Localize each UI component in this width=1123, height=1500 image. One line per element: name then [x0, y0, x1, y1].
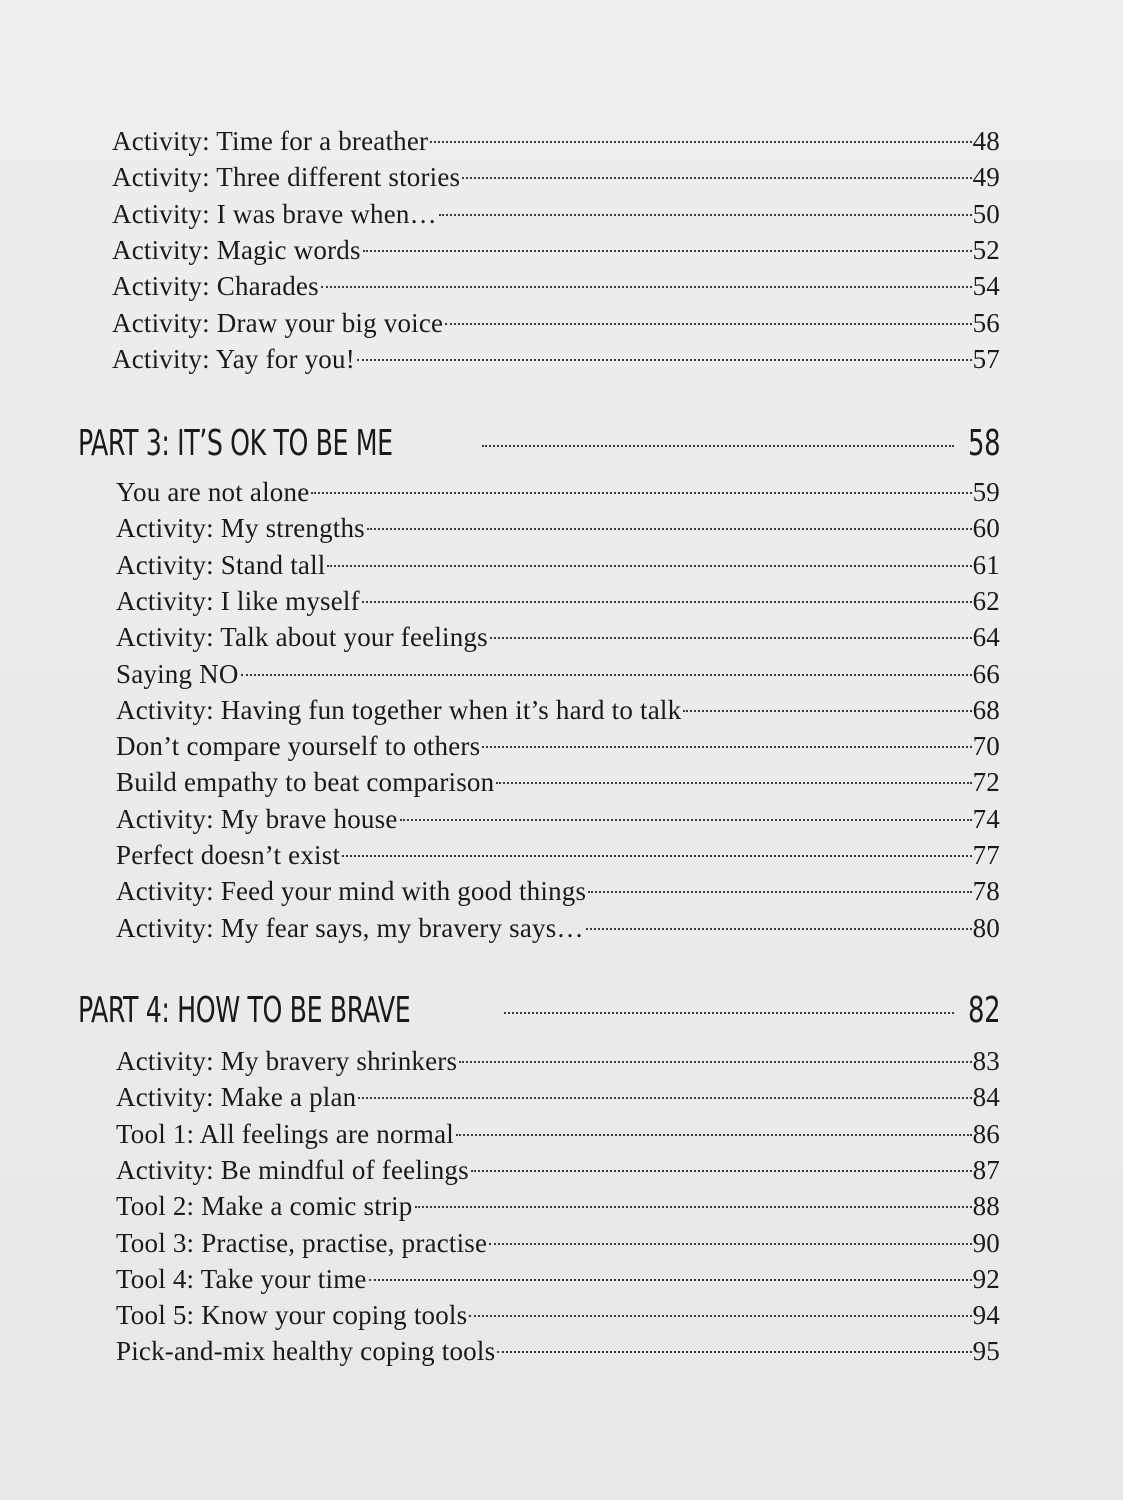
- toc-entry-page-number: 57: [972, 343, 1000, 374]
- toc-entry-title: Activity: My bravery shrinkers: [116, 1046, 458, 1076]
- toc-entry-page-number: 92: [972, 1263, 1000, 1294]
- toc-heading-label: PART 4: HOW TO BE BRAVE: [78, 990, 411, 1031]
- toc-entry-page-number: 87: [972, 1154, 1000, 1185]
- toc-entry: [112, 123, 1000, 159]
- toc-entry: [112, 232, 1000, 268]
- toc-entry: [116, 837, 1000, 873]
- toc-entry-page-number: 66: [972, 658, 1000, 689]
- toc-entry: [116, 619, 1000, 655]
- toc-entry-page-number: 80: [972, 912, 1000, 943]
- toc-entry: [116, 1188, 1000, 1224]
- dot-leader: [496, 782, 971, 784]
- dot-leader: [430, 141, 971, 143]
- toc-part-heading: [78, 421, 1000, 467]
- toc-entry-page-number: 83: [972, 1046, 1000, 1076]
- toc-entry: [116, 910, 1000, 946]
- toc-entry: [116, 1043, 1000, 1079]
- toc-entry-page-number: 49: [972, 162, 1000, 193]
- toc-entry-page-number: 56: [972, 307, 1000, 338]
- toc-entry: [116, 1333, 1000, 1369]
- dot-leader: [362, 601, 972, 603]
- toc-entry-title: Activity: My fear says, my bravery says…: [116, 912, 584, 943]
- toc-entry-title: Activity: My brave house: [116, 803, 398, 834]
- toc-entry-page-number: 74: [972, 803, 1000, 834]
- toc-entry-title: Tool 4: Take your time: [116, 1263, 367, 1294]
- toc-entry-page-number: 88: [972, 1191, 1000, 1222]
- toc-entry-page-number: 78: [972, 876, 1000, 907]
- toc-entry-page-number: 60: [972, 513, 1000, 544]
- dot-leader: [439, 214, 972, 216]
- toc-entry: [116, 1225, 1000, 1261]
- toc-entry-page-number: 86: [972, 1118, 1000, 1149]
- toc-entry-page-number: 50: [972, 198, 1000, 229]
- toc-entry-page-number: 84: [972, 1082, 1000, 1113]
- toc-entry-title: Activity: Stand tall: [116, 549, 326, 580]
- toc-entry-page-number: 54: [972, 271, 1000, 302]
- toc-entry-title: Activity: Make a plan: [116, 1082, 357, 1113]
- toc-entry: [116, 1297, 1000, 1333]
- toc-entry-page-number: 62: [972, 585, 1000, 616]
- toc-entry: [116, 1261, 1000, 1297]
- dot-leader: [471, 1170, 972, 1172]
- dot-leader: [489, 1243, 971, 1245]
- toc-entry: [116, 1079, 1000, 1115]
- toc-entry-title: Activity: Three different stories: [112, 162, 461, 193]
- dot-leader: [367, 528, 972, 530]
- dot-leader: [459, 1061, 971, 1063]
- dot-leader: [241, 674, 972, 676]
- dot-leader: [586, 928, 972, 930]
- dot-leader: [469, 1315, 971, 1317]
- toc-entry-title: Build empathy to beat comparison: [116, 767, 495, 798]
- toc-entry: [112, 305, 1000, 341]
- dot-leader: [497, 1351, 971, 1353]
- toc-entry: [116, 1116, 1000, 1152]
- dot-leader: [445, 323, 971, 325]
- toc-heading-label: PART 3: IT’S OK TO BE ME: [78, 423, 393, 464]
- dot-leader: [588, 891, 971, 893]
- toc-entry-page-number: 68: [972, 694, 1000, 725]
- toc-entry-title: Perfect doesn’t exist: [116, 840, 341, 870]
- toc-entry-title: Activity: Magic words: [112, 234, 361, 265]
- dot-leader: [683, 710, 971, 712]
- toc-entry-title: Don’t compare yourself to others: [116, 731, 481, 762]
- toc-entry-title: Activity: Charades: [112, 271, 319, 302]
- dot-leader: [415, 1206, 972, 1208]
- toc-entry-page-number: 70: [972, 731, 1000, 762]
- toc-entry: [116, 583, 1000, 619]
- dot-leader: [456, 1134, 972, 1136]
- toc-entry: [116, 692, 1000, 728]
- toc-entry-page-number: 52: [972, 234, 1000, 265]
- toc-entry: [116, 474, 1000, 510]
- dot-leader: [400, 819, 972, 821]
- toc-entry-title: Tool 3: Practise, practise, practise: [116, 1227, 488, 1258]
- toc-entry-title: Activity: Talk about your feelings: [116, 622, 488, 653]
- toc-entry: [112, 159, 1000, 195]
- toc-part-heading: [78, 988, 1000, 1034]
- dot-leader: [369, 1279, 972, 1281]
- toc-heading-page-number: 58: [967, 423, 1000, 464]
- dot-leader: [321, 286, 972, 288]
- toc-entry-page-number: 94: [972, 1300, 1000, 1331]
- toc-entry-page-number: 95: [972, 1336, 1000, 1367]
- toc-entry-page-number: 59: [972, 477, 1000, 507]
- toc-entry: [116, 547, 1000, 583]
- dot-leader: [363, 250, 972, 252]
- dot-leader: [482, 746, 971, 748]
- toc-entry-title: Activity: Having fun together when it’s hard to talk: [116, 694, 682, 725]
- toc-entry-title: Tool 2: Make a comic strip: [116, 1191, 413, 1222]
- toc-entry-title: Activity: Time for a breather: [112, 126, 429, 156]
- toc-heading-page-number: 82: [967, 990, 1000, 1031]
- toc-entry-title: Activity: I was brave when…: [112, 198, 437, 229]
- toc-entry-title: Activity: Be mindful of feelings: [116, 1154, 469, 1185]
- dot-leader: [311, 492, 971, 494]
- toc-entry-title: Pick-and-mix healthy coping tools: [116, 1336, 496, 1367]
- dot-leader: [462, 177, 971, 179]
- toc-entry-title: Tool 1: All feelings are normal: [116, 1118, 454, 1149]
- toc-entry-title: Activity: I like myself: [116, 585, 360, 616]
- toc-entry: [116, 656, 1000, 692]
- toc-entry-title: Activity: Yay for you!: [112, 343, 355, 374]
- toc-entry: [112, 268, 1000, 304]
- toc-entry: [112, 341, 1000, 377]
- toc-entry-title: Tool 5: Know your coping tools: [116, 1300, 468, 1331]
- dot-leader: [482, 445, 954, 447]
- toc-entry: [116, 728, 1000, 764]
- dot-leader: [490, 637, 972, 639]
- dot-leader: [342, 855, 971, 857]
- toc-entry-title: Activity: My strengths: [116, 513, 365, 544]
- toc-entry: [116, 510, 1000, 546]
- toc-entry-page-number: 64: [972, 622, 1000, 653]
- toc-entry-title: You are not alone: [116, 477, 310, 507]
- dot-leader: [504, 1012, 954, 1014]
- toc-entry: [116, 1152, 1000, 1188]
- dot-leader: [357, 359, 972, 361]
- toc-entry: [112, 196, 1000, 232]
- toc-entry-title: Saying NO: [116, 658, 239, 689]
- toc-entry-title: Activity: Draw your big voice: [112, 307, 444, 338]
- dot-leader: [358, 1097, 971, 1099]
- toc-entry-page-number: 90: [972, 1227, 1000, 1258]
- toc-entry: [116, 873, 1000, 909]
- toc-entry: [116, 801, 1000, 837]
- toc-entry: [116, 764, 1000, 800]
- toc-entry-title: Activity: Feed your mind with good things: [116, 876, 587, 907]
- toc-entry-page-number: 48: [972, 126, 1000, 156]
- toc-entry-page-number: 77: [972, 840, 1000, 870]
- toc-entry-page-number: 61: [972, 549, 1000, 580]
- dot-leader: [327, 565, 971, 567]
- toc-entry-page-number: 72: [972, 767, 1000, 798]
